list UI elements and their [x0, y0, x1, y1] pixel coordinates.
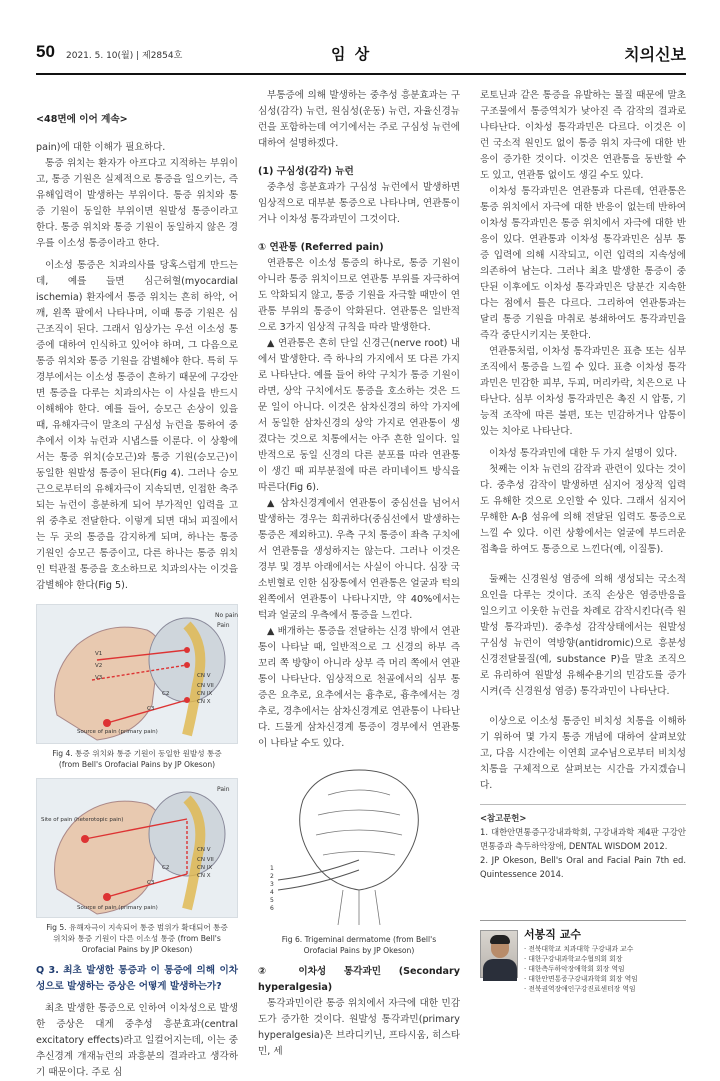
label-source-of-pain: Source of pain (primary pain) [77, 729, 158, 735]
subheading: ② 이차성 통각과민 (Secondary hyperalgesia) [258, 966, 460, 993]
paragraph: 부통증에 의해 발생하는 중추성 흥분효과는 구심성(감각) 뉴런, 원심성(운동) 뉴런, 자율신경뉴런을 포함하는데 여기에서는 주로 구심성 뉴런에 대하여 설명하겠다. [258, 90, 460, 149]
section-title: 임 상 [331, 45, 372, 63]
anatomy-diagram-fig4 [37, 605, 237, 745]
paragraph: ▲ 배개하는 통증을 전달하는 신경 밖에서 연관통이 나타날 때, 일반적으로 그 신경의 하부 즉 꼬리 쪽 방향이 아니라 상부 즉 머리 쪽에서 연관통이 나타난다. 임상적으로 천골에서의 심부 통증은 요추로, 요추에서는 흉추로, 흉추에서는 경추로, 경추에서는 삼차신경계로 연관통이 나타난다. 드물게 삼차신경계 통증이 경부에서 연관통이 나타날 수도 있다. [258, 626, 460, 749]
figure-4 [36, 604, 238, 744]
paragraph: 연관통처럼, 이차성 통각과민은 표층 또는 심부 조직에서 통증을 느낄 수 있다. 표층 이차성 통각과민은 민감한 피부, 두피, 머리카락, 치은으로 나타난다. 심부 이차성 통각과민은 촉진 시 압통, 기능적 조작에 따른 불편, 또는 민감하거나 압통이 있는 치아로 나타난다. [480, 346, 686, 437]
paragraph: 둘째는 신경원성 염증에 의해 생성되는 국소적 요인을 다루는 것이다. 조직 손상은 염증반응을 일으키고 이웃한 뉴런을 차례로 감작시킨다(즉 원발성 통각과민). 중추성 감작상태에서는 원발성 구심성 뉴런이 역방향(antidromic)으로 흥분성 신경전달물질(예, substance P)을 말초 조직으로 유리하여 원발성 유해수용기의 민감도를 증가시켜(즉 신경원성 염증) 통각과민이 나타난다. [480, 574, 686, 697]
paragraph: 이차성 통각과민은 연관통과 다른데, 연관통은 통증 위치에서 자극에 대한 반응이 없는데 반하여 이차성 통각과민은 통증 위치에서 자극에 대한 반응이 있다. 연관통과 이차성 통각과민은 심부 통증 입력에 의해 시작되고, 이런 입력의 지속성에 의존하여 남는다. 그러나 최초 발생한 통증이 중단된 이후에도 이차성 통각과민은 당분간 지속한다는 점에서 틀은 다르다. 그리하여 연관통과는 달리 통증 기원을 마취로 봉쇄하여도 통각과민을 즉각 중단시키지는 못한다. [480, 186, 686, 341]
reference-item: 2. JP Okeson, Bell's Oral and Facial Pain 7th ed. Quintessence 2014. [480, 855, 686, 879]
paragraph: 연관통은 이소성 통증의 하나로, 통증 기원이 아니라 통증 위치이므로 연관통 부위를 자극하여도 악화되지 않고, 통증 기원을 자극할 때만이 연관통 부위의 통증이 악화된다. 연관통은 일반적으로 3가지 임상적 규칙을 따라 발생한다. [258, 258, 460, 333]
label-cn-x: CN X [197, 873, 211, 879]
page-number: 50 [36, 42, 55, 61]
dermatome-number: 2 [270, 873, 274, 880]
question-heading: Q 3. 최초 발생한 통증과 이 통증에 의해 이차성으로 발생하는 증상은 어떻게 발생하는가? [36, 965, 238, 992]
trigeminal-dermatome-diagram [258, 760, 460, 930]
label-cn-v: CN V [197, 847, 211, 853]
label-c3: C3 [147, 706, 155, 712]
author-bio-item: · 전북대학교 치과대학 구강내과 교수 [524, 944, 686, 954]
paragraph: ▲ 연관통은 흔히 단일 신경근(nerve root) 내에서 발생한다. 즉 하나의 가지에서 또 다른 가지로 나타난다. 예를 들어 하악 구치가 통증 기원이라면, 상악 구치에서도 통증을 호소하는 것은 드문 일이 아니다. 이것은 삼차신경의 하악 가지에서 동일한 삼차신경의 상악 가지로 연관통이 생겼다는 것으로 치통에서는 아주 흔한 일이다. 일반적으로 동일 신경의 다른 분포를 따라 연관통이 생긴 때 피부분절에 따른 라미네이트 방식을 따른다(Fig 6). [258, 338, 460, 493]
paragraph: 최초 발생한 통증으로 인하여 이차성으로 발생한 증상은 대게 중추성 흥분효과(central excitatory effects)라고 일컬어지는데, 이는 중추신경계 개재뉴런의 과흥분의 결과라고 생각하기 때문이다. 주로 심 [36, 1003, 238, 1078]
figure-6-caption: Fig 6. Trigeminal dermatome (from Bell's Orofacial Pains by JP Okeson) [281, 935, 437, 955]
figure-5-caption: Fig 5. 유해자극이 지속되어 통증 범위가 확대되어 통증 위치와 통증 기원이 다른 이소성 통증 (from Bell's Orofacial Pains by JP Okeson) [46, 923, 228, 954]
label-cn-vii: CN VII [197, 857, 214, 863]
issue-date: 2021. 5. 10(월) | 제2854호 [66, 51, 183, 61]
article-column-3 [480, 88, 686, 881]
paragraph: pain)에 대한 이해가 필요하다. [36, 142, 166, 153]
label-source-of-pain: Source of pain (primary pain) [77, 905, 158, 911]
label-cn-x: CN X [197, 699, 211, 705]
label-site-of-pain: Site of pain (heterotopic pain) [41, 817, 124, 823]
author-photo [480, 930, 518, 978]
author-bio [524, 944, 686, 994]
reference-item: 1. 대한안면통증구강내과학회, 구강내과학 제4판 구강안면통증과 측두하악장애, DENTAL WISDOM 2012. [480, 827, 686, 851]
label-pain: Pain [217, 622, 230, 629]
paragraph: 이차성 통각과민에 대한 두 가지 설명이 있다. [489, 448, 678, 459]
figure-5 [36, 778, 238, 918]
paragraph: 이소성 통증은 치과의사를 당혹스럽게 만드는데, 예를 들면 심근허혈(myocardial ischemia) 환자에서 통증 위치는 흔히 하악, 어깨, 왼쪽 팔에서 나타나며, 이때 통증 기원은 심근조직이 된다. 그래서 임상가는 우선 이소성 통증에 대하여 인식하고 있어야 하며, 그 다음으로 통증 위치와 통증 기원을 감별해야 한다. 특히 두경부에서는 이소성 통증이 흔하기 때문에 구강안면 통증을 다루는 치과의사는 이 사실을 반드시 이해해야 한다. 예를 들어, 승모근 손상이 있을 때, 유해자극이 말초의 구심성 뉴런을 통하여 중추에서 이차 뉴런과 시냅스를 이룬다. 이 상황에서는 통증 위치(승모근)와 통증 기원(승모근)이 동일한 원발성 통증이 된다(Fig 4). 그러나 승모근으로부터의 유해자극이 지속되면, 인접한 축주되는 뉴런이 흥분하게 되어 부가적인 입력을 고위 중추로 전달한다. 이렇게 되면 대뇌 피질에서는 두 곳의 통증을 감지하게 되며, 하나는 통증 기원인 승모근 통증이고, 다른 하나는 통증 위치인 턱관절 통증을 호소하므로 치과의사는 이것을 감별해야 한다(Fig 5). [36, 260, 238, 591]
paragraph: 첫째는 이차 뉴런의 감작과 관련이 있다는 것이다. 중추성 감작이 발생하면 심지어 정상적 입력도 유해한 것으로 오인할 수 있다. 그래서 심지어 무해한 A-β 섬유에 의해 전달된 입력도 통증으로 느낄 수 있다. 이런 상황에서는 얼굴에 부드러운 접촉을 하여도 통증으로 느낀다(예, 이질통). [480, 464, 686, 555]
author-divider [480, 920, 686, 921]
author-bio-item: · 대한안면통증구강내과학회 회장 역임 [524, 974, 686, 984]
paragraph: 통각과민이란 통증 위치에서 자극에 대한 민감도가 증가한 것이다. 원발성 통각과민(primary hyperalgesia)은 브라디키닌, 프타시움, 히스타민, 세 [258, 998, 460, 1057]
newspaper-brand: 치의신보 [624, 45, 686, 64]
header-divider [36, 73, 686, 75]
label-cn-vii: CN VII [197, 683, 214, 689]
label-v2: V2 [95, 663, 103, 669]
label-cn-ix: CN IX [197, 691, 213, 697]
paragraph: 통증 위치는 환자가 아프다고 지적하는 부위이고, 통증 기원은 실제적으로 통증을 일으키는, 즉 유해입력이 발생하는 부위이다. 통증 위치와 통증 기원이 동일한 부위이면 원발성 통증이라고 한다. 통증 위치와 통증 기원이 동일하지 않은 경우를 이소성 통증이라고 한다. [36, 158, 238, 249]
subheading: (1) 구심성(감각) 뉴런 [258, 166, 354, 177]
article-column-1 [36, 88, 238, 1081]
dermatome-number: 3 [270, 881, 274, 888]
author-name: 서봉직 교수 [524, 928, 581, 941]
author-bio-item: · 대한구강내과학교수협의회 회장 [524, 954, 686, 964]
dermatome-number: 1 [270, 865, 274, 872]
paragraph: 로토닌과 같은 통증을 유발하는 물질 때문에 말초 구조물에서 통증역치가 낮아진 즉 감작의 결과로 나타난다. 이차성 통각과민은 다르다. 이것은 이런 국소적 원인도 없이 통증 위치 자극에 대한 반응이 증가한 것이다. 이것은 연관통을 동반할 수도 있고, 연관통 없이도 생길 수도 있다. [480, 90, 686, 181]
figure-4-caption: Fig 4. 통증 위치와 통증 기원이 동일한 원발성 통증 (from Bell's Orofacial Pains by JP Okeson) [52, 749, 222, 769]
label-cn-v: CN V [197, 673, 211, 679]
label-c3: C3 [147, 880, 155, 886]
label-v1: V1 [95, 651, 103, 657]
page-header [36, 40, 686, 70]
references [480, 804, 686, 881]
dermatome-number: 6 [270, 905, 274, 912]
dermatome-number: 4 [270, 889, 274, 896]
label-cn-ix: CN IX [197, 865, 213, 871]
author-box [480, 920, 686, 1040]
label-v3: V3 [95, 675, 103, 681]
continuation-note: <48면에 이어 계속> [36, 114, 128, 125]
author-bio-item: · 대한측두하악장애학회 회장 역임 [524, 964, 686, 974]
author-bio-item: · 전북권역장애인구강진료센터장 역임 [524, 984, 686, 994]
paragraph: 중추성 흥분효과가 구심성 뉴런에서 발생하면 임상적으로 대부분 통증으로 나타나며, 연관통이거나 이차성 통각과민이 그것이다. [258, 182, 460, 225]
dermatome-number: 5 [270, 897, 274, 904]
anatomy-diagram-fig5 [37, 779, 237, 919]
label-c2: C2 [162, 691, 170, 697]
article-column-2 [258, 88, 460, 1060]
paragraph: 이상으로 이소성 통증인 비치성 치통을 이해하기 위하여 몇 가지 통증 개념에 대하여 살펴보았고, 다음 시간에는 이연희 교수님으로부터 비치성 치통을 구체적으로 살펴보는 시간을 가지겠습니다. [480, 716, 686, 791]
figure-6 [258, 760, 460, 930]
references-title: <참고문헌> [480, 813, 527, 823]
label-pain: Pain [217, 786, 230, 793]
label-c2: C2 [162, 865, 170, 871]
paragraph: ▲ 삼차신경계에서 연관통이 중심선을 넘어서 발생하는 경우는 희귀하다(중심선에서 발생하는 통증은 제외하고). 우측 구치 통증이 좌측 구치에서 연관통을 생성하지는 않는다. 그러나 이것은 경부 및 경부 아래에서는 사실이 아니다. 심장 국소빈혈로 인한 심장통에서 연관통은 얼굴과 턱의 왼쪽에서 연관통이 나타나지만, 약 40%에서는 턱과 얼굴의 우측에서 통증을 느낀다. [258, 498, 460, 621]
label-no-pain: No pain [215, 612, 239, 619]
subheading: ① 연관통 (Referred pain) [258, 242, 384, 253]
